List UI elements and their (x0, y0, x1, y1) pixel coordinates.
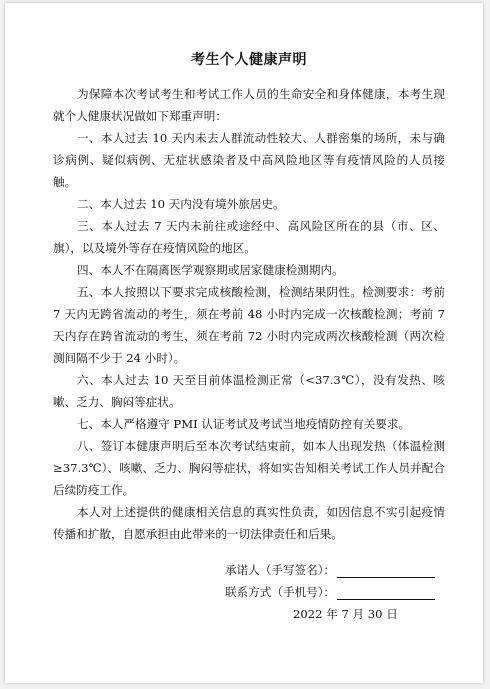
contact-label: 联系方式（手机号）： (225, 585, 336, 599)
signature-row (225, 559, 445, 581)
signature-area (53, 559, 445, 625)
clause-8: 八、签订本健康声明后至本次考试结束前，如本人出现发热（体温检测≥37.3℃）、咳嗽、乏力、胸闷等症状，将如实告知相关考试工作人员并配合后续防疫工作。 (53, 439, 445, 497)
clause-1: 一、本人过去 10 天内未去人群流动性较大、人群密集的场所，未与确诊病例、疑似病例、无症状感染者及中高风险地区等有疫情风险的人员接触。 (53, 131, 445, 189)
contact-field[interactable] (337, 585, 435, 600)
clause-4: 四、本人不在隔离医学观察期或居家健康检测期内。 (77, 263, 344, 277)
clause-3: 三、本人过去 7 天内未前往或途经中、高风险区所在的县（市、区、旗），以及境外等存在疫情风险的地区。 (53, 219, 445, 255)
contact-row (225, 581, 445, 603)
closing-paragraph: 本人对上述提供的健康相关信息的真实性负责，如因信息不实引起疫情传播和扩散，自愿承担由此带来的一切法律责任和后果。 (53, 505, 445, 541)
intro-paragraph: 为保障本次考试考生和考试工作人员的生命安全和身体健康，本考生现就个人健康状况做如下郑重声明： (53, 87, 445, 123)
signature-field[interactable] (337, 563, 435, 578)
clause-5: 五、本人按照以下要求完成核酸检测，检测结果阴性。检测要求：考前 7 天内无跨省流动的考生，须在考前 48 小时内完成一次核酸检测；考前 7 天内存在跨省流动的考生，须在考前 72 小时内完成两次核酸检测（两次检测间隔不少于 24 小时）。 (53, 285, 445, 365)
document-content (53, 49, 445, 625)
clause-6: 六、本人过去 10 天至目前体温检测正常（<37.3℃），没有发热、咳嗽、乏力、胸闷等症状。 (53, 373, 445, 409)
document-title: 考生个人健康声明 (191, 52, 307, 68)
signature-label: 承诺人（手写签名）： (225, 563, 336, 577)
document-page (5, 3, 483, 683)
clause-7: 七、本人严格遵守 PMI 认证考试及考试当地疫情防控有关要求。 (77, 417, 411, 431)
clause-2: 二、本人过去 10 天内没有境外旅居史。 (77, 197, 285, 211)
declaration-date: 2022 年 7 月 30 日 (293, 607, 398, 621)
